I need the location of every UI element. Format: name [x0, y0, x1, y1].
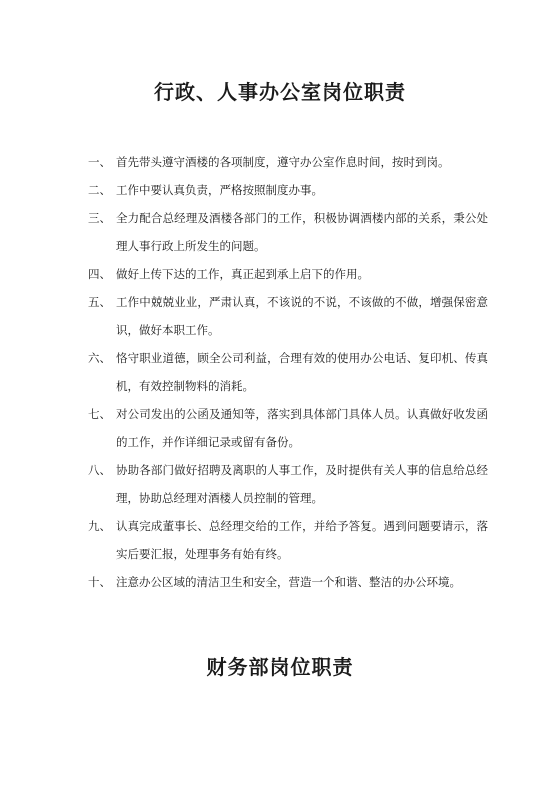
- duty-text: 对公司发出的公函及通知等，落实到具体部门具体人员。认真做好收发函的工作，并作详细记录或留有备份。: [116, 407, 488, 449]
- duty-number: 十、: [88, 575, 111, 589]
- duty-text: 工作中要认真负责，严格按照制度办事。: [116, 183, 323, 197]
- duty-item: [88, 456, 488, 512]
- duty-list: [88, 148, 488, 596]
- duty-text: 首先带头遵守酒楼的各项制度，遵守办公室作息时间，按时到岗。: [116, 155, 450, 169]
- duty-number: 八、: [88, 463, 111, 477]
- duty-text: 全力配合总经理及酒楼各部门的工作，积极协调酒楼内部的关系，秉公处理人事行政上所发生的问题。: [116, 211, 488, 253]
- duty-text: 恪守职业道德，顾全公司利益，合理有效的使用办公电话、复印机、传真机，有效控制物料的消耗。: [116, 351, 488, 393]
- duty-text: 做好上传下达的工作，真正起到承上启下的作用。: [116, 267, 369, 281]
- duty-item: [88, 400, 488, 456]
- duty-number: 六、: [88, 351, 111, 365]
- duty-number: 四、: [88, 267, 111, 281]
- duty-text: 协助各部门做好招聘及离职的人事工作，及时提供有关人事的信息给总经理，协助总经理对酒楼人员控制的管理。: [116, 463, 488, 505]
- duty-number: 二、: [88, 183, 111, 197]
- duty-number: 三、: [88, 211, 111, 225]
- section-title-finance: 财务部岗位职责: [206, 655, 354, 679]
- duty-number: 一、: [88, 155, 111, 169]
- duty-text: 注意办公区域的清洁卫生和安全，营造一个和谐、整洁的办公环境。: [116, 575, 461, 589]
- duty-item: [88, 176, 488, 204]
- duty-number: 九、: [88, 519, 111, 533]
- duty-item: [88, 512, 488, 568]
- duty-number: 五、: [88, 295, 111, 309]
- duty-item: [88, 568, 488, 596]
- duty-item: [88, 204, 488, 260]
- duty-item: [88, 260, 488, 288]
- duty-number: 七、: [88, 407, 111, 421]
- duty-text: 认真完成董事长、总经理交给的工作，并给予答复。遇到问题要请示，落实后要汇报，处理事务有始有终。: [116, 519, 488, 561]
- duty-item: [88, 344, 488, 400]
- duty-item: [88, 148, 488, 176]
- section-title-admin-hr: 行政、人事办公室岗位职责: [154, 80, 406, 104]
- duty-text: 工作中兢兢业业，严肃认真，不该说的不说，不该做的不做，增强保密意识，做好本职工作。: [116, 295, 488, 337]
- duty-item: [88, 288, 488, 344]
